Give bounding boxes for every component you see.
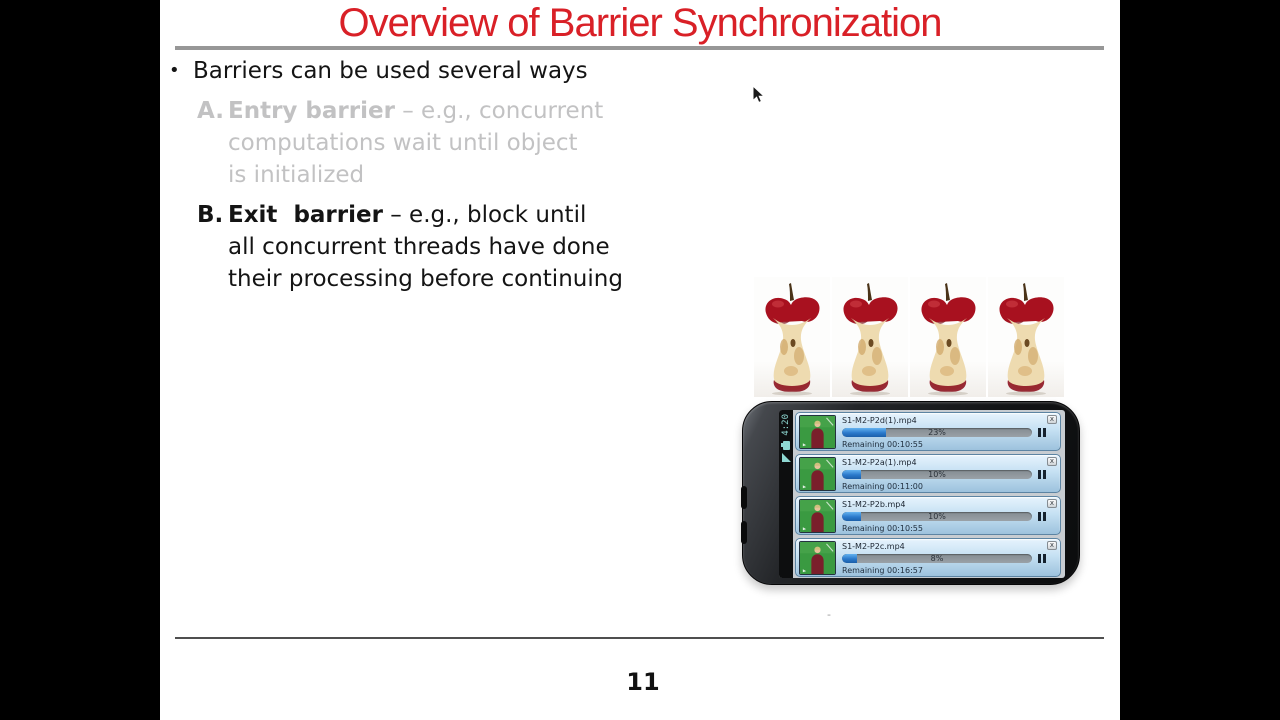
exit-barrier-line2: all concurrent threads have done	[228, 234, 610, 260]
download-remaining: Remaining 00:11:00	[842, 482, 923, 491]
download-filename: S1-M2-P2b.mp4	[842, 500, 906, 509]
letterbox-right	[1120, 0, 1280, 720]
phone-status-bar	[779, 410, 793, 578]
item-after: – e.g., block until	[382, 202, 587, 228]
download-item	[795, 538, 1061, 577]
item-marker: B.	[197, 202, 224, 228]
video-thumbnail[interactable]	[799, 457, 836, 491]
phone-volume-button	[741, 521, 747, 544]
video-thumbnail[interactable]	[799, 541, 836, 575]
download-close-button[interactable]: x	[1047, 541, 1057, 550]
slide	[160, 0, 1120, 720]
progress-label: 10%	[928, 512, 946, 521]
apple-core-image	[754, 277, 830, 397]
video-thumbnail[interactable]	[799, 415, 836, 449]
battery-icon	[783, 441, 790, 450]
letterbox-left	[0, 0, 160, 720]
download-close-button[interactable]: x	[1047, 499, 1057, 508]
item-marker: A.	[197, 98, 224, 124]
bullet-icon: •	[169, 60, 180, 81]
bullet-line	[169, 56, 769, 86]
stray-mark: -	[827, 608, 831, 621]
title-divider	[175, 46, 1104, 50]
apple-core-image	[832, 277, 908, 397]
download-close-button[interactable]: x	[1047, 457, 1057, 466]
pause-button[interactable]	[1038, 512, 1048, 521]
download-filename: S1-M2-P2d(1).mp4	[842, 416, 917, 425]
apple-strip	[754, 277, 1064, 397]
entry-barrier-line1	[197, 95, 717, 127]
download-filename: S1-M2-P2c.mp4	[842, 542, 905, 551]
status-time: 4:20	[781, 414, 791, 436]
download-close-button[interactable]: x	[1047, 415, 1057, 424]
entry-barrier-line2: computations wait until object	[228, 130, 578, 156]
phone-screen	[779, 410, 1065, 578]
phone-volume-button	[741, 486, 747, 509]
item-term: Entry barrier	[228, 98, 395, 124]
pause-button[interactable]	[1038, 554, 1048, 563]
video-thumbnail[interactable]	[799, 499, 836, 533]
signal-icon	[782, 453, 791, 462]
pause-button[interactable]	[1038, 428, 1048, 437]
item-term: Exit barrier	[228, 202, 383, 228]
bullet-text: Barriers can be used several ways	[193, 58, 588, 84]
footer-divider	[175, 637, 1104, 639]
progress-label: 10%	[928, 470, 946, 479]
exit-barrier-line1	[197, 199, 717, 231]
mouse-cursor-icon	[752, 85, 765, 108]
page-number: 11	[626, 668, 660, 696]
exit-barrier-line3: their processing before continuing	[228, 266, 623, 292]
list-item-exit-barrier	[197, 199, 717, 295]
download-item	[795, 454, 1061, 493]
download-remaining: Remaining 00:16:57	[842, 566, 923, 575]
download-item	[795, 412, 1061, 451]
entry-barrier-line3: is initialized	[228, 162, 365, 188]
item-after: – e.g., concurrent	[394, 98, 604, 124]
progress-label: 23%	[928, 428, 946, 437]
phone-image	[742, 401, 1080, 585]
download-remaining: Remaining 00:10:55	[842, 524, 923, 533]
download-item	[795, 496, 1061, 535]
download-filename: S1-M2-P2a(1).mp4	[842, 458, 917, 467]
apple-core-image	[910, 277, 986, 397]
list-item-entry-barrier	[197, 95, 717, 191]
download-remaining: Remaining 00:10:55	[842, 440, 923, 449]
progress-label: 8%	[930, 554, 944, 563]
pause-button[interactable]	[1038, 470, 1048, 479]
apple-core-image	[988, 277, 1064, 397]
phone-download-list	[795, 412, 1061, 577]
slide-title: Overview of Barrier Synchronization	[338, 1, 942, 45]
